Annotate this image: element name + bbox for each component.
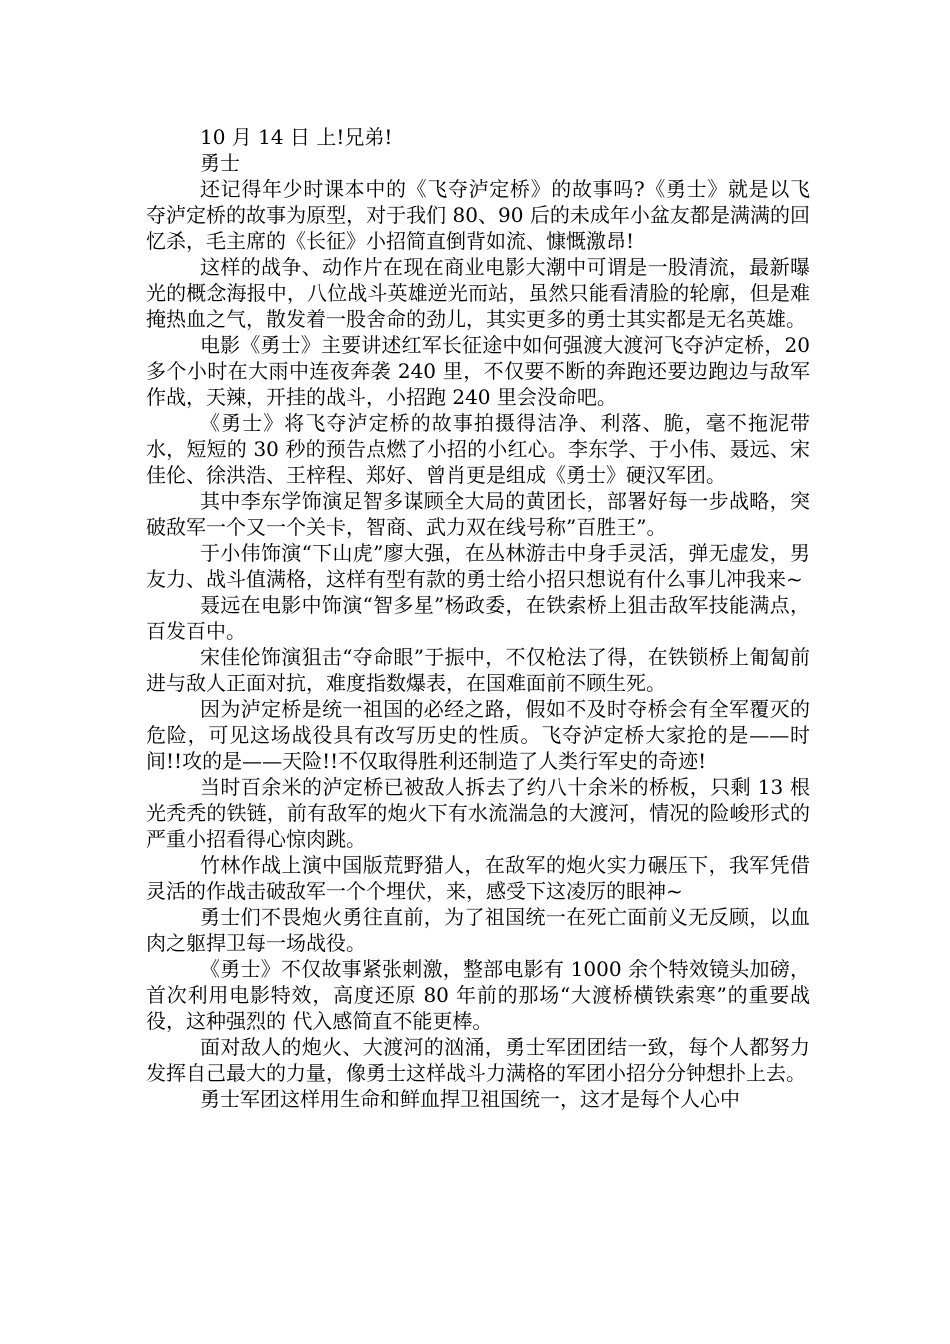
paragraph: 宋佳伦饰演狙击“夺命眼”于振中，不仅枪法了得，在铁锁桥上匍匐前进与敌人正面对抗，难度指数爆表，在国难面前不顾生死。 [146,645,810,695]
paragraph: 当时百余米的泸定桥已被敌人拆去了约八十余米的桥板，只剩 13 根光秃秃的铁链，前有敌军的炮火下有水流湍急的大渡河，情况的险峻形式的严重小招看得心惊肉跳。 [146,775,810,851]
document-body [146,124,810,1112]
paragraph: 其中李东学饰演足智多谋顾全大局的黄团长，部署好每一步战略，突破敌军一个又一个关卡，智商、武力双在线号称”百胜王”。 [146,489,810,539]
paragraph: 《勇士》将飞夺泸定桥的故事拍摄得洁净、利落、脆，毫不拖泥带水，短短的 30 秒的预告点燃了小招的小红心。李东学、于小伟、聂远、宋佳伦、徐洪浩、王梓程、郑好、曾肖更是组成《勇士》硬汉军团。 [146,411,810,487]
paragraph: 聂远在电影中饰演“智多星”杨政委，在铁索桥上狙击敌军技能满点，百发百中。 [146,593,810,643]
paragraph: 还记得年少时课本中的《飞夺泸定桥》的故事吗?《勇士》就是以飞夺泸定桥的故事为原型，对于我们 80、90 后的未成年小盆友都是满满的回忆杀，毛主席的《长征》小招简直倒背如流、慷慨激昂! [146,177,810,253]
paragraph: 勇士军团这样用生命和鲜血捍卫祖国统一，这才是每个人心中 [200,1087,740,1111]
paragraph: 《勇士》不仅故事紧张刺激，整部电影有 1000 余个特效镜头加磅，首次利用电影特效，高度还原 80 年前的那场“大渡桥横铁索寒”的重要战役，这种强烈的 代入感简直不能更棒。 [146,957,810,1033]
date-line: 10 月 14 日 上!兄弟! [200,125,393,149]
paragraph: 这样的战争、动作片在现在商业电影大潮中可谓是一股清流，最新曝光的概念海报中，八位战斗英雄逆光而站，虽然只能看清脸的轮廓，但是难掩热血之气，散发着一股舍命的劲儿，其实更多的勇士其实都是无名英雄。 [146,255,810,331]
paragraph: 因为泸定桥是统一祖国的必经之路，假如不及时夺桥会有全军覆灭的危险，可见这场战役具有改写历史的性质。飞夺泸定桥大家抢的是——时间!!攻的是——天险!!不仅取得胜利还制造了人类行军史的奇迹! [146,697,810,773]
paragraph: 竹林作战上演中国版荒野猎人，在敌军的炮火实力碾压下，我军凭借灵活的作战击破敌军一个个埋伏，来，感受下这凌厉的眼神~ [146,853,810,903]
paragraph: 面对敌人的炮火、大渡河的汹涌，勇士军团团结一致，每个人都努力发挥自己最大的力量，像勇士这样战斗力满格的军团小招分分钟想扑上去。 [146,1035,810,1085]
paragraph: 于小伟饰演“下山虎”廖大强，在丛林游击中身手灵活，弹无虚发，男友力、战斗值满格，这样有型有款的勇士给小招只想说有什么事儿冲我来~ [146,541,810,591]
document-title: 勇士 [200,151,240,175]
paragraph: 勇士们不畏炮火勇往直前，为了祖国统一在死亡面前义无反顾，以血肉之躯捍卫每一场战役。 [146,905,810,955]
paragraph: 电影《勇士》主要讲述红军长征途中如何强渡大渡河飞夺泸定桥，20 多个小时在大雨中连夜奔袭 240 里，不仅要不断的奔跑还要边跑边与敌军作战，天辣，开挂的战斗，小招跑 240 里会没命吧。 [146,333,810,409]
